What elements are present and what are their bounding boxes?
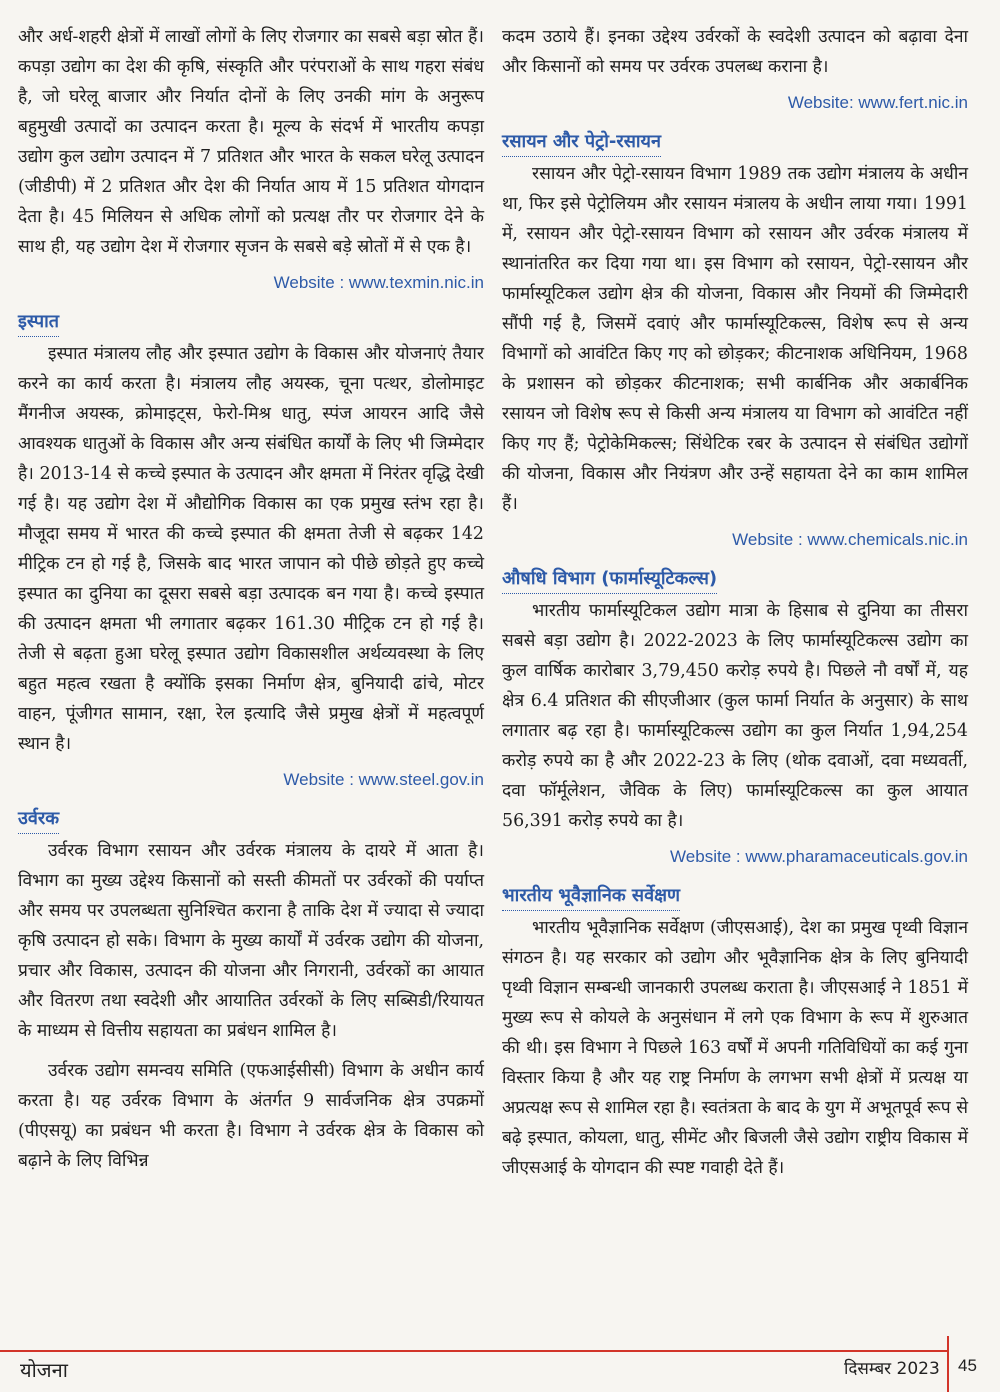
- textile-website-link[interactable]: Website : www.texmin.nic.in: [273, 273, 484, 292]
- fertilizer-continued-paragraph: कदम उठाये हैं। इनका उद्देश्य उर्वरकों के स्वदेशी उत्पादन को बढ़ावा देना और किसानों को समय पर उर्वरक उपलब्ध कराना है।: [502, 27, 968, 77]
- steel-heading: इस्पात: [18, 308, 59, 337]
- steel-website-link[interactable]: Website : www.steel.gov.in: [283, 770, 484, 789]
- right-column: [502, 22, 968, 1183]
- pharma-paragraph: भारतीय फार्मास्यूटिकल उद्योग मात्रा के हिसाब से दुनिया का तीसरा सबसे बड़ा उद्योग है। 2022-2023 के लिए फार्मास्यूटिकल्स उद्योग का कुल वार्षिक कारोबार 3,79,450 करोड़ रुपये है। पिछले नौ वर्षों में, यह क्षेत्र 6.4 प्रतिशत की सीएजीआर (कुल फार्मा निर्यात के अनुसार) के साथ लगातार बढ़ रहा है। फार्मास्यूटिकल्स उद्योग का कुल निर्यात 1,94,254 करोड़ रुपये का है और 2022-23 के लिए (थोक दवाओं, दवा मध्यवर्ती, दवा फॉर्मूलेशन, जैविक के लिए) फार्मास्यूटिकल्स का कुल आयात 56,391 करोड़ रुपये का है।: [502, 601, 968, 831]
- fertilizer-website-link[interactable]: Website: www.fert.nic.in: [787, 93, 968, 112]
- gsi-paragraph: भारतीय भूवैज्ञानिक सर्वेक्षण (जीएसआई), देश का प्रमुख पृथ्वी विज्ञान संगठन है। यह सरकार को उद्योग और भूवैज्ञानिक क्षेत्र के लिए बुनियादी पृथ्वी विज्ञान सम्बन्धी जानकारी उपलब्ध कराता है। जीएसआई ने 1851 में मुख्य रूप से कोयले के अनुसंधान में लगे एक विभाग के रूप में शुरुआत की थी। इस विभाग ने पिछले 163 वर्षों में अपनी गतिविधियों का कई गुना विस्तार किया है और यह राष्ट्र निर्माण के लगभग सभी क्षेत्रों में प्रत्यक्ष या अप्रत्यक्ष रूप से शामिल रहा है। स्वतंत्रता के बाद के युग में अभूतपूर्व रूप से बढ़े इस्पात, कोयला, धातु, सीमेंट और बिजली जैसे उद्योग राष्ट्रीय विकास में जीएसआई के योगदान की स्पष्ट गवाही देते हैं।: [502, 918, 968, 1178]
- fertilizer-heading: उर्वरक: [18, 805, 59, 834]
- fertilizer-paragraph-1: उर्वरक विभाग रसायन और उर्वरक मंत्रालय के दायरे में आता है। विभाग का मुख्य उद्देश्य किसानों को सस्ती कीमतों पर उर्वरकों की पर्याप्त और समय पर उपलब्धता सुनिश्चित कराना है ताकि देश में ज्यादा से ज्यादा कृषि उत्पादन हो सके। विभाग के मुख्य कार्यों में उर्वरक उद्योग की योजना, प्रचार और विकास, उत्पादन की योजना और निगरानी, उर्वरकों का आयात और वितरण तथा स्वदेशी और आयातित उर्वरकों के लिए सब्सिडी/रियायत के माध्यम से वित्तीय सहायता का प्रबंधन शामिल है।: [18, 841, 484, 1041]
- gsi-heading: भारतीय भूवैज्ञानिक सर्वेक्षण: [502, 882, 680, 911]
- pharma-website-link[interactable]: Website : www.pharamaceuticals.gov.in: [670, 847, 968, 866]
- left-column: [18, 22, 484, 1176]
- footer-page-divider: [947, 1336, 949, 1392]
- fertilizer-paragraph-2: उर्वरक उद्योग समन्वय समिति (एफआईसीसी) विभाग के अधीन कार्य करता है। यह उर्वरक विभाग के अंतर्गत 9 सार्वजनिक क्षेत्र उपक्रमों (पीएसयू) का प्रबंधन भी करता है। विभाग ने उर्वरक क्षेत्र के विकास को बढ़ाने के लिए विभिन्न: [18, 1061, 484, 1171]
- footer-divider: [0, 1350, 948, 1352]
- steel-paragraph: इस्पात मंत्रालय लौह और इस्पात उद्योग के विकास और योजनाएं तैयार करने का कार्य करता है। मंत्रालय लौह अयस्क, चूना पत्थर, डोलोमाइट मैंगनीज अयस्क, क्रोमाइट्स, फेरो-मिश्र धातु, स्पंज आयरन आदि जैसे आवश्यक धातुओं के विकास और अन्य संबंधित कार्यों के लिए भी जिम्मेदार है। 2013-14 से कच्चे इस्पात के उत्पादन और क्षमता में निरंतर वृद्धि देखी गई है। यह उद्योग देश में औद्योगिक विकास का एक प्रमुख स्तंभ रहा है। मौजूदा समय में भारत की कच्चे इस्पात की क्षमता तेजी से बढ़कर 142 मीट्रिक टन हो गई है, जिसके बाद भारत जापान को पीछे छोड़ते हुए कच्चे इस्पात का दुनिया का दूसरा सबसे बड़ा उत्पादक बन गया है। कच्चे इस्पात की उत्पादन क्षमता भी लगातार बढ़कर 161.30 मीट्रिक टन हो गई है। तेजी से बढ़ता हुआ घरेलू इस्पात उद्योग विकासशील अर्थव्यवस्था के लिए बहुत महत्व रखता है क्योंकि इसका निर्माण क्षेत्र, बुनियादी ढांचे, मोटर वाहन, पूंजीगत सामान, रक्षा, रेल इत्यादि जैसे प्रमुख क्षेत्रों में महत्वपूर्ण स्थान है।: [18, 344, 484, 754]
- chemicals-website-link[interactable]: Website : www.chemicals.nic.in: [732, 530, 968, 549]
- magazine-name: योजना: [20, 1358, 68, 1382]
- pharma-heading: औषधि विभाग (फार्मास्यूटिकल्स): [502, 565, 717, 594]
- chemicals-paragraph: रसायन और पेट्रो-रसायन विभाग 1989 तक उद्योग मंत्रालय के अधीन था, फिर इसे पेट्रोलियम और रसायन मंत्रालय के अधीन लाया गया। 1991 में, रसायन और पेट्रो-रसायन विभाग को रसायन और उर्वरक मंत्रालय में स्थानांतरित कर दिया गया था। इस विभाग को रसायन, पेट्रो-रसायन और फार्मास्यूटिकल उद्योग क्षेत्र की योजना, विकास और नियमों की जिम्मेदारी सौंपी गई है, जिसमें दवाएं और फार्मास्यूटिकल्स, विशेष रूप से अन्य विभागों को आवंटित किए गए को छोड़कर; कीटनाशक अधिनियम, 1968 के प्रशासन को छोड़कर कीटनाशक; सभी कार्बनिक और अकार्बनिक रसायन जो विशेष रूप से किसी अन्य मंत्रालय या विभाग को आवंटित नहीं किए गए हैं; पेट्रोकेमिकल्स; सिंथेटिक रबर के उत्पादन से संबंधित उद्योगों की योजना, विकास और नियंत्रण और उन्हें सहायता देने का काम शामिल हैं।: [502, 164, 968, 514]
- page-number: 45: [958, 1356, 977, 1375]
- textile-paragraph: और अर्ध-शहरी क्षेत्रों में लाखों लोगों के लिए रोजगार का सबसे बड़ा स्रोत हैं। कपड़ा उद्योग का देश की कृषि, संस्कृति और परंपराओं के साथ गहरा संबंध है, जो घरेलू बाजार और निर्यात दोनों के लिए उनकी मांग के अनुरूप बहुमुखी उत्पादों का उत्पादन करता है। मूल्य के संदर्भ में भारतीय कपड़ा उद्योग कुल उद्योग उत्पादन में 7 प्रतिशत और भारत के सकल घरेलू उत्पादन (जीडीपी) में 2 प्रतिशत और देश की निर्यात आय में 15 प्रतिशत योगदान देता है। 45 मिलियन से अधिक लोगों को प्रत्यक्ष तौर पर रोजगार देने के साथ ही, यह उद्योग देश में रोजगार सृजन के सबसे बड़े स्रोतों में से एक है।: [18, 27, 484, 257]
- chemicals-heading: रसायन और पेट्रो-रसायन: [502, 128, 661, 157]
- issue-date: दिसम्बर 2023: [844, 1359, 940, 1379]
